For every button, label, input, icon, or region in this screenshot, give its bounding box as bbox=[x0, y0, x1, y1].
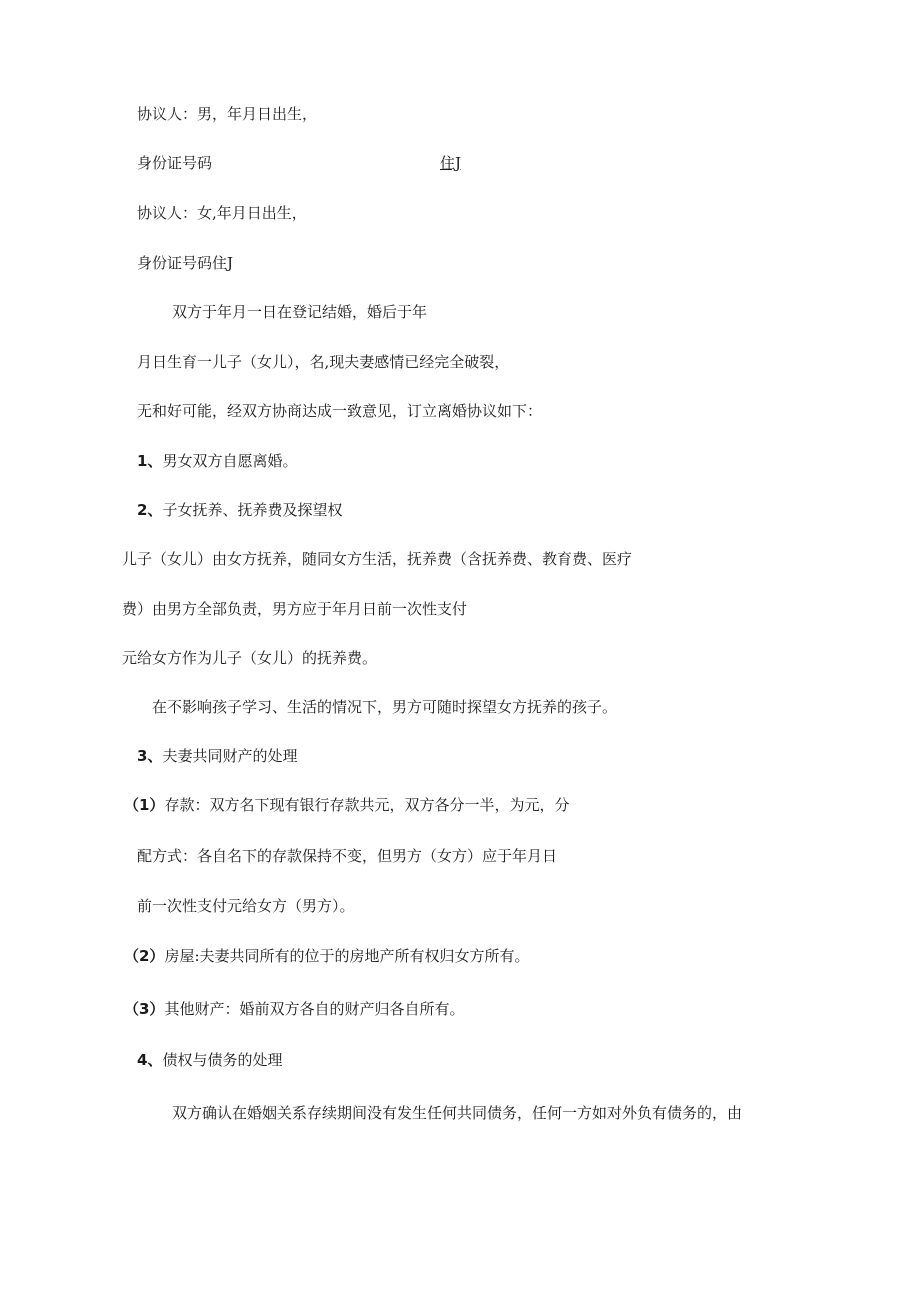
savings-line-2 bbox=[137, 846, 557, 866]
clause-2-heading bbox=[137, 500, 342, 520]
paragraph-marriage bbox=[172, 302, 427, 322]
text: 夫妻共同财产的处理 bbox=[162, 747, 298, 765]
text: 协议人：女,年月日出生， bbox=[137, 204, 307, 222]
text: 身份证号码 bbox=[137, 154, 213, 172]
text: 在不影响孩子学习、生活的情况下，男方可随时探望女方抚养的孩子。 bbox=[152, 698, 618, 716]
visitation-line bbox=[152, 697, 617, 717]
address-label-1 bbox=[440, 153, 461, 173]
clause-4-heading bbox=[137, 1050, 282, 1070]
debt-paragraph bbox=[172, 1103, 742, 1123]
sub-clause-number: （2） bbox=[124, 947, 165, 965]
text: 房屋:夫妻共同所有的位于的房地产所有权归女方所有。 bbox=[164, 947, 530, 965]
party-male-line bbox=[137, 104, 317, 124]
clause-number: 4、 bbox=[137, 1051, 163, 1069]
text: 其他财产：婚前双方各自的财产归各自所有。 bbox=[164, 1000, 465, 1018]
text: 儿子（女儿）由女方抚养，随同女方生活，抚养费（含抚养费、教育费、医疗 bbox=[122, 550, 633, 568]
text: 存款：双方名下现有银行存款共元，双方各分一半，为元，分 bbox=[164, 796, 570, 814]
text: 无和好可能，经双方协商达成一致意见，订立离婚协议如下： bbox=[137, 402, 543, 420]
id-number-line-2 bbox=[137, 253, 233, 273]
text: 双方于年月一日在登记结婚，婚后于年 bbox=[172, 303, 428, 321]
text: 费）由男方全部负责，男方应于年月日前一次性支付 bbox=[122, 600, 468, 618]
text: 住J bbox=[440, 154, 462, 172]
text: 协议人：男，年月日出生， bbox=[137, 105, 318, 123]
custody-line-1 bbox=[122, 549, 632, 569]
sub-clause-number: （3） bbox=[124, 1000, 165, 1018]
party-female-line bbox=[137, 203, 307, 223]
savings-line-3 bbox=[137, 896, 355, 916]
custody-line-3 bbox=[122, 648, 377, 668]
custody-line-2 bbox=[122, 599, 467, 619]
clause-number: 1、 bbox=[137, 452, 163, 470]
sub-clause-number: （1） bbox=[124, 796, 165, 814]
text: 男女双方自愿离婚。 bbox=[162, 452, 298, 470]
clause-number: 2、 bbox=[137, 501, 163, 519]
clause-3-heading bbox=[137, 746, 297, 766]
clause-1 bbox=[137, 451, 297, 471]
text: 前一次性支付元给女方（男方）。 bbox=[137, 897, 355, 915]
sub-clause-3 bbox=[124, 999, 464, 1019]
text: 元给女方作为儿子（女儿）的抚养费。 bbox=[122, 649, 378, 667]
text: 债权与债务的处理 bbox=[162, 1051, 283, 1069]
paragraph-child bbox=[137, 352, 509, 372]
text: 子女抚养、抚养费及探望权 bbox=[162, 501, 343, 519]
paragraph-agreement bbox=[137, 401, 542, 421]
id-number-line-1 bbox=[137, 153, 212, 173]
sub-clause-1 bbox=[124, 795, 569, 815]
sub-clause-2 bbox=[124, 946, 530, 966]
text: 双方确认在婚姻关系存续期间没有发生任何共同债务，任何一方如对外负有债务的，由 bbox=[172, 1104, 743, 1122]
text: 身份证号码住J bbox=[137, 254, 234, 272]
clause-number: 3、 bbox=[137, 747, 163, 765]
text: 配方式：各自名下的存款保持不变，但男方（女方）应于年月日 bbox=[137, 847, 558, 865]
text: 月日生育一儿子（女儿），名,现夫妻感情已经完全破裂， bbox=[137, 353, 510, 371]
